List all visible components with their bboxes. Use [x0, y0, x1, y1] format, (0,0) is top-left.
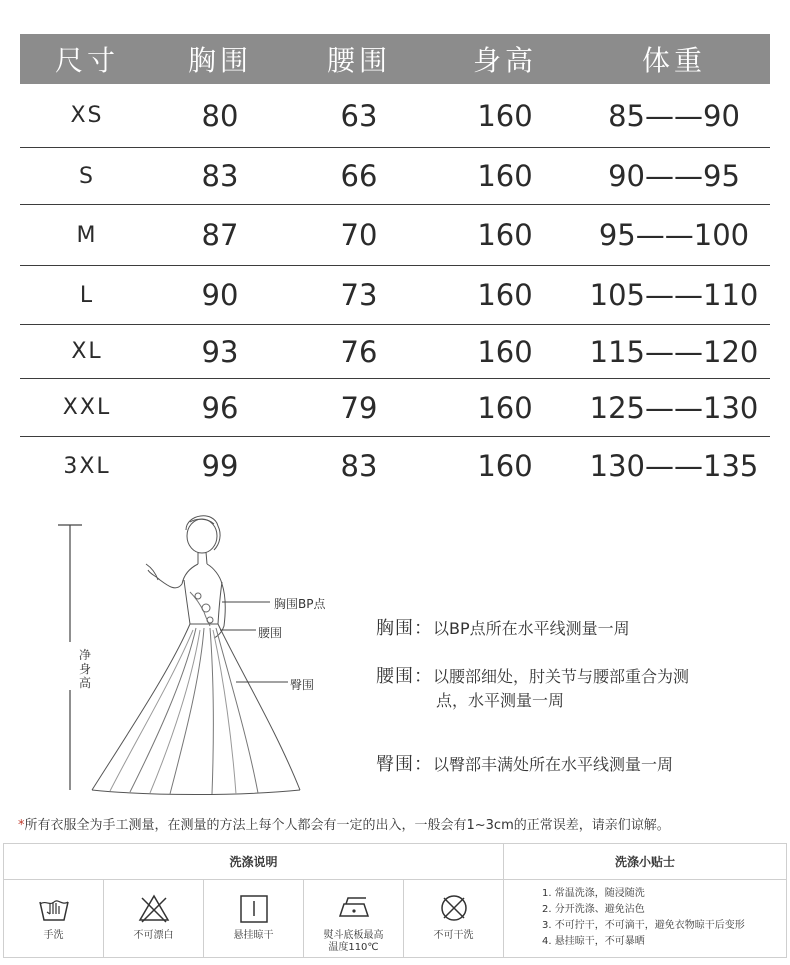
- cell-height: 160: [477, 218, 533, 252]
- cell-weight: 130——135: [589, 449, 759, 483]
- hip-key: 臀围：: [376, 754, 433, 775]
- disclaimer-text: 所有衣服全为手工测量，在测量的方法上每个人都会有一定的出入，一般会有1~3cm的正常误差，请亲们谅解。: [24, 818, 670, 833]
- care-item-iron: [304, 880, 404, 957]
- iron-icon: [336, 892, 372, 924]
- bust-text: 以BP点所在水平线测量一周: [433, 619, 630, 638]
- waist-text-line1: 以腰部细处，肘关节与腰部重合为测: [433, 667, 690, 686]
- waist-label: 腰围: [258, 626, 283, 640]
- wash-care-table: [3, 843, 787, 958]
- no-bleach-icon: [136, 892, 172, 924]
- size-table: [20, 34, 770, 495]
- hip-label: 臀围: [290, 678, 315, 692]
- iron-label-line2: 温度110℃: [328, 942, 379, 953]
- table-row: [20, 148, 770, 205]
- cell-weight: 85——90: [608, 98, 740, 133]
- hand-wash-label: 手洗: [43, 930, 64, 941]
- table-row: [20, 205, 770, 266]
- cell-size: L: [79, 282, 95, 308]
- cell-waist: 79: [340, 390, 378, 425]
- bust-explanation: [376, 616, 630, 642]
- hand-wash-icon: [36, 892, 72, 924]
- wash-tips-title: 洗涤小贴士: [504, 844, 786, 880]
- no-dry-clean-icon: [436, 892, 472, 924]
- table-row: [20, 266, 770, 325]
- cell-height: 160: [477, 390, 533, 425]
- hang-dry-label: 悬挂晾干: [233, 930, 274, 941]
- cell-weight: 125——130: [589, 390, 759, 425]
- cell-size: M: [76, 222, 98, 248]
- header-size: 尺寸: [54, 44, 119, 77]
- cell-waist: 70: [340, 218, 378, 252]
- header-waist: 腰围: [326, 44, 391, 77]
- cell-weight: 95——100: [598, 218, 750, 252]
- cell-waist: 73: [340, 278, 378, 312]
- cell-waist: 66: [340, 159, 378, 193]
- cell-weight: 90——95: [608, 159, 740, 193]
- cell-size: XS: [70, 103, 104, 128]
- cell-size: XL: [71, 339, 103, 364]
- waist-explanation: [376, 664, 689, 690]
- cell-bust: 96: [201, 390, 239, 425]
- cell-height: 160: [477, 98, 533, 133]
- table-row: [20, 437, 770, 495]
- disclaimer-star: *: [18, 818, 25, 833]
- cell-height: 160: [477, 159, 533, 193]
- table-row: [20, 379, 770, 437]
- cell-bust: 87: [201, 218, 239, 252]
- wash-tips-list: [542, 886, 782, 950]
- care-item-hand-wash: [4, 880, 104, 957]
- cell-bust: 93: [201, 334, 239, 369]
- care-icons-row: [4, 880, 504, 957]
- list-item: 4. 悬挂晾干，不可暴晒: [542, 936, 645, 947]
- cell-weight: 105——110: [589, 278, 759, 312]
- no-bleach-label: 不可漂白: [133, 930, 174, 941]
- header-weight: 体重: [641, 44, 706, 77]
- care-item-hang-dry: [204, 880, 304, 957]
- iron-label: [304, 930, 403, 954]
- list-item: 1. 常温洗涤，随浸随洗: [542, 888, 645, 899]
- cell-size: 3XL: [63, 453, 111, 479]
- header-bust: 胸围: [187, 44, 252, 77]
- table-row: [20, 84, 770, 148]
- bust-key: 胸围：: [376, 618, 433, 639]
- list-item: 2. 分开洗涤、避免沾色: [542, 904, 645, 915]
- cell-height: 160: [477, 278, 533, 312]
- waist-text-line2: 点，水平测量一周: [436, 691, 565, 710]
- waist-key: 腰围：: [376, 666, 433, 687]
- cell-size: XXL: [62, 395, 112, 420]
- table-row: [20, 325, 770, 379]
- cell-bust: 90: [201, 278, 239, 312]
- care-item-no-bleach: [104, 880, 204, 957]
- wash-instructions-title: 洗涤说明: [4, 844, 504, 880]
- iron-label-line1: 熨斗底板最高: [323, 930, 384, 941]
- hang-dry-icon: [236, 892, 272, 924]
- callout-lines: [220, 602, 288, 682]
- size-table-body: [20, 84, 770, 495]
- cell-bust: 83: [201, 159, 239, 193]
- cell-waist: 76: [340, 334, 378, 369]
- care-item-no-dry-clean: [404, 880, 504, 957]
- cell-bust: 99: [201, 449, 239, 483]
- hip-explanation: [376, 752, 673, 778]
- cell-height: 160: [477, 449, 533, 483]
- cell-bust: 80: [201, 98, 239, 133]
- bust-bp-label: 胸围BP点: [274, 597, 326, 611]
- no-dry-clean-label: 不可干洗: [433, 930, 474, 941]
- cell-height: 160: [477, 334, 533, 369]
- size-table-header: [20, 34, 770, 84]
- cell-waist: 83: [340, 449, 378, 483]
- cell-size: S: [79, 163, 95, 189]
- net-height-label: 净身高: [78, 648, 91, 690]
- list-item: 3. 不可拧干，不可滴干，避免衣物晾干后变形: [542, 920, 745, 931]
- measurement-disclaimer: [18, 814, 778, 833]
- dress-figure: [92, 516, 300, 795]
- cell-waist: 63: [340, 98, 378, 133]
- header-height: 身高: [472, 44, 537, 77]
- hip-text: 以臀部丰满处所在水平线测量一周: [433, 755, 674, 774]
- cell-weight: 115——120: [589, 334, 759, 369]
